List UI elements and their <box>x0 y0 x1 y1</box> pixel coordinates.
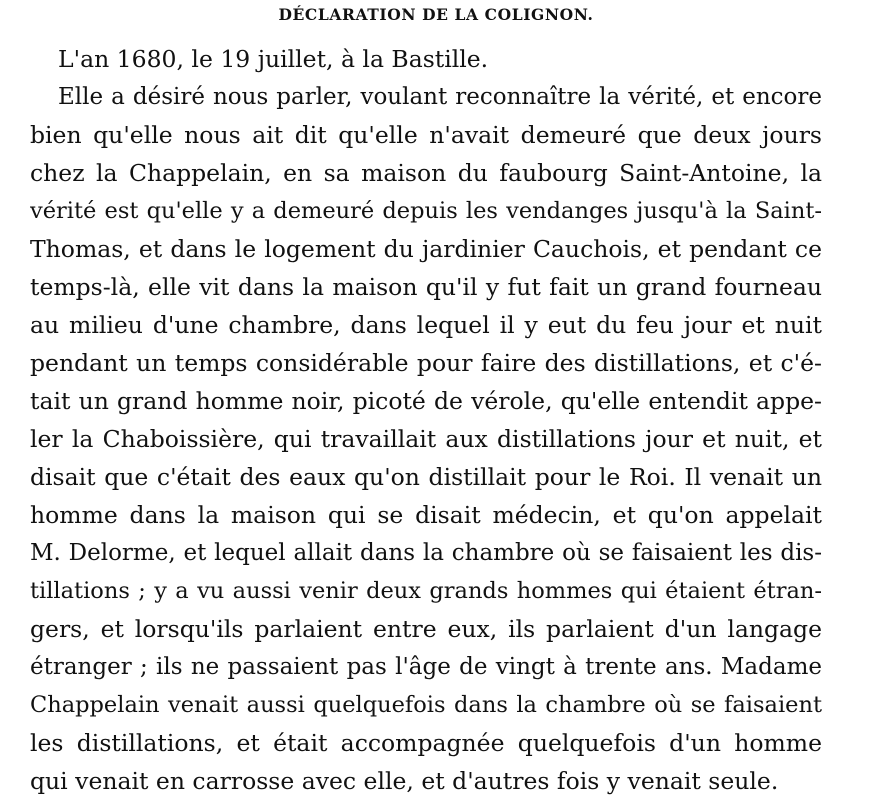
text-line: M. Delorme, et lequel allait dans la chambre où se faisaient les dis- <box>30 540 822 566</box>
text-line: bien qu'elle nous ait dit qu'elle n'avait demeuré que deux jours <box>30 121 822 149</box>
body-text <box>30 40 822 800</box>
text-line: tait un grand homme noir, picoté de vérole, qu'elle entendit appe- <box>30 387 822 415</box>
text-line-last: qui venait en carrosse avec elle, et d'autres fois y venait seule. <box>30 767 779 795</box>
text-line: homme dans la maison qui se disait médecin, et qu'on appelait <box>30 501 822 529</box>
text-line: tillations ; y a vu aussi venir deux grands hommes qui étaient étran- <box>30 578 822 604</box>
page-heading: DÉCLARATION DE LA COLIGNON. <box>278 5 594 24</box>
text-line: disait que c'était des eaux qu'on distillait pour le Roi. Il venait un <box>30 463 822 491</box>
text-line: Elle a désiré nous parler, voulant reconnaître la vérité, et encore <box>58 84 822 110</box>
text-line: Chappelain venait aussi quelquefois dans la chambre où se faisaient <box>30 692 822 718</box>
text-line: étranger ; ils ne passaient pas l'âge de vingt à trente ans. Madame <box>30 654 822 680</box>
text-line: les distillations, et était accompagnée quelquefois d'un homme <box>30 729 822 757</box>
text-line: Thomas, et dans le logement du jardinier Cauchois, et pendant ce <box>30 235 822 263</box>
text-line: pendant un temps considérable pour faire des distillations, et c'é- <box>30 349 822 377</box>
text-line: temps-là, elle vit dans la maison qu'il y fut fait un grand fourneau <box>30 273 822 301</box>
text-line: vérité est qu'elle y a demeuré depuis les vendanges jusqu'à la Saint- <box>30 198 822 224</box>
dateline: L'an 1680, le 19 juillet, à la Bastille. <box>58 45 489 73</box>
text-line: gers, et lorsqu'ils parlaient entre eux, ils parlaient d'un langage <box>30 615 822 643</box>
text-line: chez la Chappelain, en sa maison du faubourg Saint-Antoine, la <box>30 159 822 187</box>
text-line: au milieu d'une chambre, dans lequel il y eut du feu jour et nuit <box>30 311 822 339</box>
text-line: ler la Chaboissière, qui travaillait aux distillations jour et nuit, et <box>30 425 822 453</box>
